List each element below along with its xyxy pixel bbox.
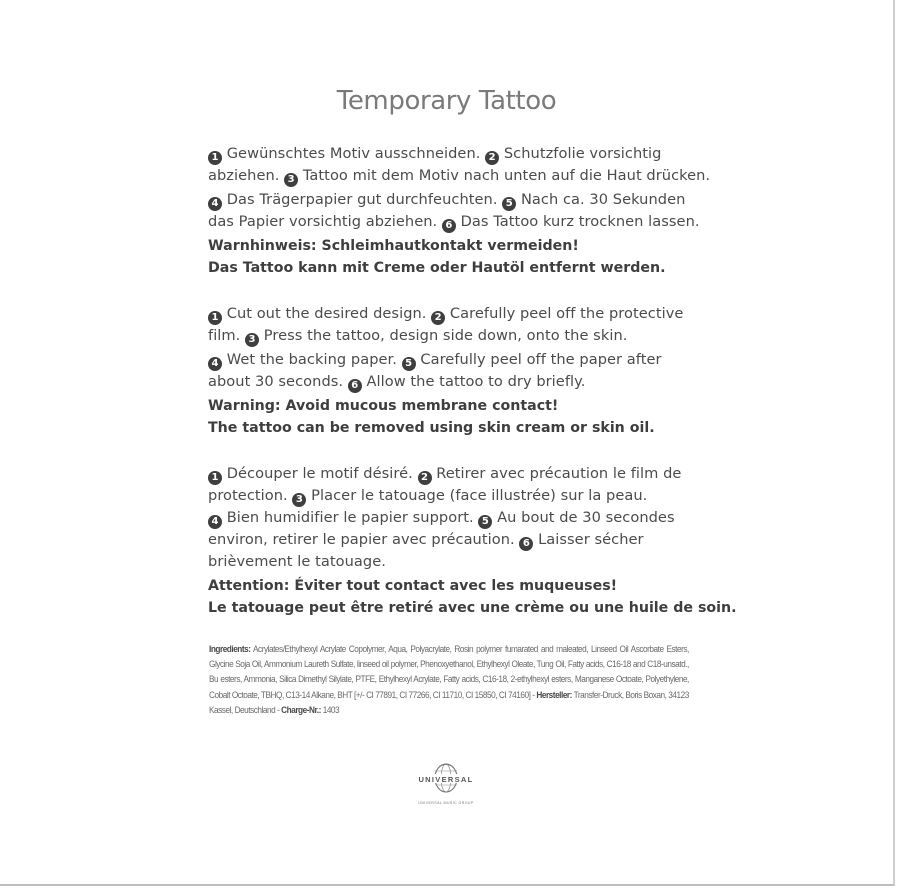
instruction-text: Au bout de 30 secondes <box>497 509 675 526</box>
step-3-icon: 3 <box>292 493 306 507</box>
warning-text: Warning: Avoid mucous membrane contact! <box>208 398 559 414</box>
instruction-line <box>208 325 698 347</box>
french-instructions <box>208 463 737 619</box>
instruction-text: Placer le tatouage (face illustrée) sur la peau. <box>311 487 648 504</box>
removal-text: Le tatouage peut être retiré avec une crème ou une huile de soin. <box>208 599 737 616</box>
german-instructions <box>208 143 711 279</box>
step-5-icon: 5 <box>478 515 492 529</box>
instruction-text: protection. <box>208 487 293 504</box>
page-title: Temporary Tattoo <box>336 86 557 116</box>
instruction-text: environ, retirer le papier avec précaution. <box>208 531 520 548</box>
batch-number: 1403 <box>320 704 340 716</box>
instruction-text: Retirer avec précaution le film de <box>436 465 682 482</box>
instruction-text: Gewünschtes Motiv ausschneiden. <box>226 145 486 162</box>
instruction-line <box>208 463 698 485</box>
step-6-icon: 6 <box>519 537 533 551</box>
instruction-line <box>208 189 698 211</box>
instruction-text: das Papier vorsichtig abziehen. <box>208 213 442 230</box>
step-1-icon: 1 <box>208 151 222 165</box>
instruction-line <box>208 349 698 371</box>
universal-logo <box>408 758 484 818</box>
step-5-icon: 5 <box>502 197 516 211</box>
instruction-text: abziehen. <box>208 167 285 184</box>
removal-text: The tattoo can be removed using skin cream or skin oil. <box>208 420 655 436</box>
instruction-text: Nach ca. 30 Sekunden <box>520 191 686 208</box>
instruction-line <box>208 143 698 165</box>
instruction-text: Wet the backing paper. <box>226 351 402 368</box>
instruction-line <box>208 529 698 551</box>
instruction-text: Das Trägerpapier gut durchfeuchten. <box>226 191 503 208</box>
instruction-line <box>208 165 711 187</box>
instruction-line <box>208 551 698 573</box>
step-4-icon: 4 <box>208 515 222 529</box>
ingredients-list <box>209 642 689 718</box>
batch-label: Charge-Nr.: <box>281 704 321 716</box>
instruction-line <box>208 211 698 233</box>
ingredients-label: Ingredients: <box>209 644 251 655</box>
instruction-line <box>208 485 698 507</box>
step-6-icon: 6 <box>442 219 456 233</box>
instruction-text: Tattoo mit dem Motiv nach unten auf die Haut drücken. <box>302 167 711 184</box>
step-2-icon: 2 <box>431 311 445 325</box>
instruction-text: brièvement le tatouage. <box>208 553 386 570</box>
manufacturer-label: Hersteller: <box>536 689 572 701</box>
instruction-text: Allow the tattoo to dry briefly. <box>366 373 586 390</box>
step-4-icon: 4 <box>208 197 222 211</box>
instruction-text: Press the tattoo, design side down, onto the skin. <box>263 327 628 344</box>
step-2-icon: 2 <box>485 151 499 165</box>
instruction-line <box>208 507 698 529</box>
step-1-icon: 1 <box>208 471 222 485</box>
instruction-text: Carefully peel off the paper after <box>420 351 662 368</box>
instructions <box>208 143 737 643</box>
manufacturer-text: Transfer-Druck, Boris Boxan, 34123 Kassel, Deutschland - <box>209 689 689 716</box>
step-3-icon: 3 <box>284 173 298 187</box>
instruction-text: Laisser sécher <box>538 531 644 548</box>
english-instructions <box>208 303 698 439</box>
warning-text: Attention: Éviter tout contact avec les muqueuses! <box>208 577 618 594</box>
instruction-text: film. <box>208 327 246 344</box>
step-1-icon: 1 <box>208 311 222 325</box>
step-4-icon: 4 <box>208 357 222 371</box>
instruction-text: Découper le motif désiré. <box>226 465 418 482</box>
instruction-text: Schutzfolie vorsichtig <box>503 145 662 162</box>
step-5-icon: 5 <box>402 357 416 371</box>
instruction-text: Carefully peel off the protective <box>449 305 684 322</box>
warning-text: Warnhinweis: Schleimhautkontakt vermeiden! <box>208 238 579 254</box>
instruction-text: about 30 seconds. <box>208 373 348 390</box>
step-3-icon: 3 <box>245 333 259 347</box>
removal-text: Das Tattoo kann mit Creme oder Hautöl entfernt werden. <box>208 260 666 276</box>
step-6-icon: 6 <box>348 379 362 393</box>
instruction-text: Bien humidifier le papier support. <box>226 509 479 526</box>
instruction-line <box>208 371 698 393</box>
logo-wordmark: UNIVERSAL <box>418 775 474 784</box>
ingredients-text: Acrylates/Ethylhexyl Acrylate Copolymer, Aqua, Polyacrylate, Rosin polymer fumarated and maleated, Linseed Oil Ascorbate Esters, Glycine Soja Oil, Ammonium Laureth Sulfate, linseed oil polymer, Phenoxyethanol, Ethylhexyl Oleate, Tung Oil, Fatty acids, C16-18 and C18-unsatd., Bu esters, Ammonia, Silica Dimethyl Silylate, PTFE, Ethylhexyl Acrylate, Fatty acids, C16-18, 2-ethylhexyl esters, Manganese Octoate, Polyethylene, Cobalt Octoate, TBHQ, C13-14 Alkane, BHT [+/- CI 77891, CI 77266, CI 11710, CI 15850, CI 74160] - <box>209 644 689 701</box>
instruction-line <box>208 303 698 325</box>
step-2-icon: 2 <box>418 471 432 485</box>
logo-subline: UNIVERSAL MUSIC GROUP <box>418 801 474 805</box>
instruction-text: Das Tattoo kurz trocknen lassen. <box>460 213 700 230</box>
instruction-text: Cut out the desired design. <box>226 305 432 322</box>
